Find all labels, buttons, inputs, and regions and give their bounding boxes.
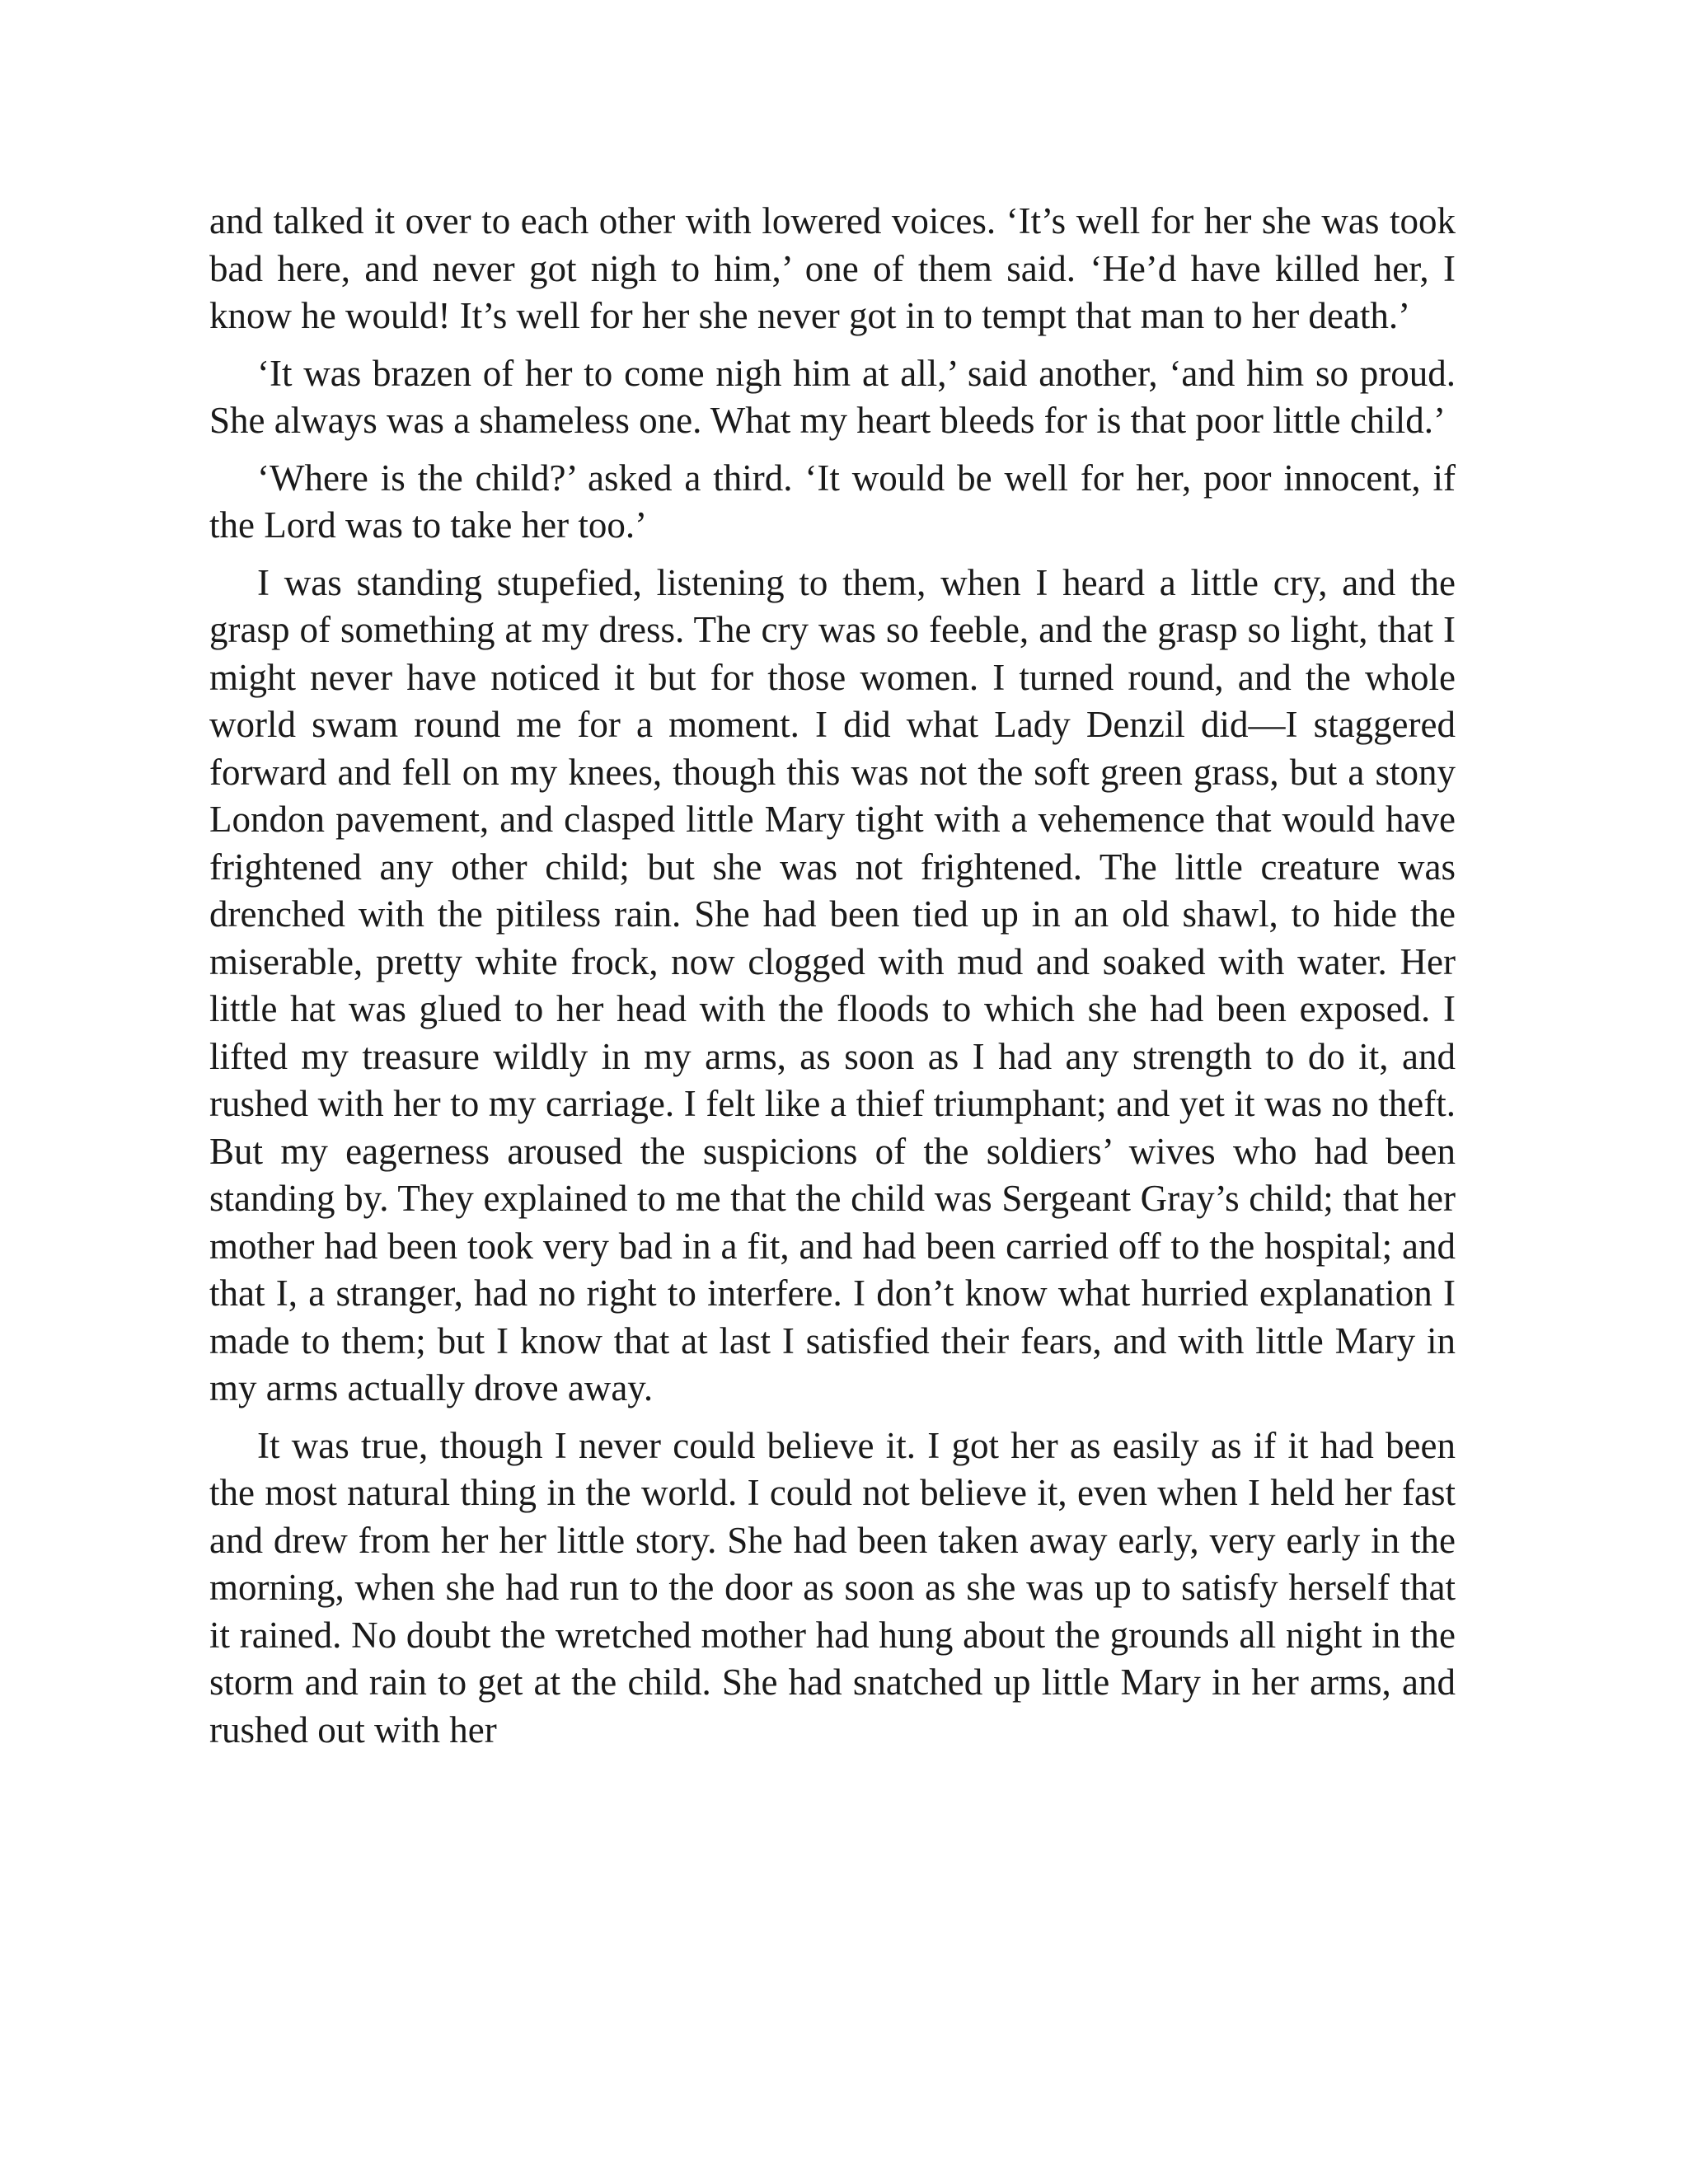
paragraph: ‘Where is the child?’ asked a third. ‘It would be well for her, poor innocent, if the Lord was to take her too.’ bbox=[209, 457, 1456, 546]
paragraph: It was true, though I never could believe it. I got her as easily as if it had been the most natural thing in the world. I could not believe it, even when I held her fast and drew from her her little story. She had been taken away early, very early in the morning, when she had run to the door as soon as she was up to satisfy herself that it rained. No doubt the wretched mother had hung about the grounds all night in the storm and rain to get at the child. She had snatched up little Mary in her arms, and rushed out with her bbox=[209, 1424, 1456, 1750]
body-text bbox=[209, 198, 1456, 1764]
paragraph: I was standing stupefied, listening to them, when I heard a little cry, and the grasp of something at my dress. The cry was so feeble, and the grasp so light, that I might never have noticed it but for those women. I turned round, and the whole world swam round me for a moment. I did what Lady Denzil did—I staggered forward and fell on my knees, though this was not the soft green grass, but a stony London pavement, and clasped little Mary tight with a vehemence that would have frightened any other child; but she was not frightened. The little creature was drenched with the pitiless rain. She had been tied up in an old shawl, to hide the miserable, pretty white frock, now clogged with mud and soaked with water. Her little hat was glued to her head with the floods to which she had been exposed. I lifted my treasure wildly in my arms, as soon as I had any strength to do it, and rushed with her to my carriage. I felt like a thief triumphant; and yet it was no theft. But my eagerness aroused the suspicions of the soldiers’ wives who had been standing by. They explained to me that the child was Sergeant Gray’s child; that her mother had been took very bad in a fit, and had been carried off to the hospital; and that I, a stranger, had no right to interfere. I don’t know what hurried explanation I made to them; but I know that at last I satisfied their fears, and with little Mary in my arms actually drove away. bbox=[209, 561, 1456, 1408]
paragraph-continued: and talked it over to each other with lowered voices. ‘It’s well for her she was took bad here, and never got nigh to him,’ one of them said. ‘He’d have killed her, I know he would! It’s well for her she never got in to tempt that man to her death.’ bbox=[209, 200, 1456, 336]
paragraph: ‘It was brazen of her to come nigh him at all,’ said another, ‘and him so proud. She always was a shameless one. What my heart bleeds for is that poor little child.’ bbox=[209, 352, 1456, 441]
